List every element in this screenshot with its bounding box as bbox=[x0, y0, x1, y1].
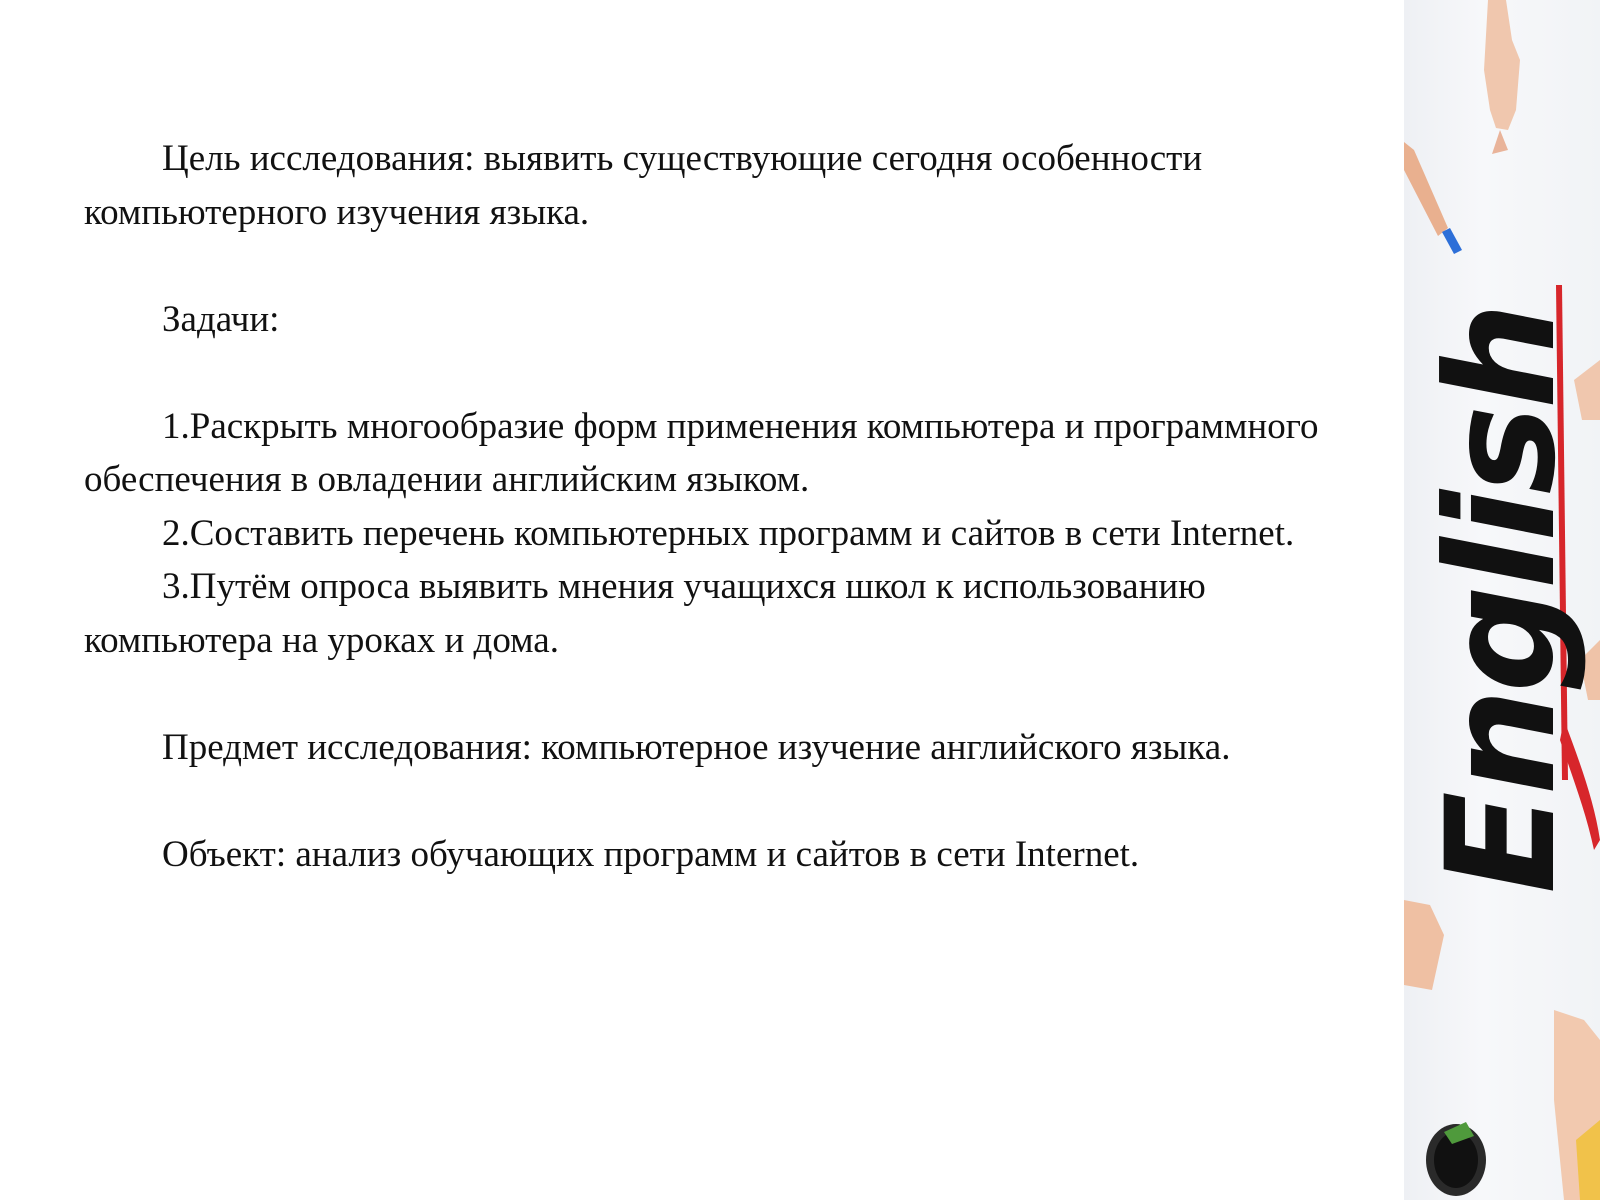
hand-bottom-left-illustration bbox=[1404, 900, 1444, 990]
english-word-lettering: English bbox=[1415, 306, 1589, 894]
spacer bbox=[84, 346, 1324, 400]
task-item: 1.Раскрыть многообразие форм применения компьютера и программного обеспечения в овладении английским языком. bbox=[84, 405, 1319, 500]
research-subject: Предмет исследования: компьютерное изучение английского языка. bbox=[162, 726, 1231, 768]
hand-top-illustration bbox=[1484, 0, 1520, 154]
research-object: Объект: анализ обучающих программ и сайтов в сети Internet. bbox=[162, 833, 1140, 875]
task-item: 2.Составить перечень компьютерных программ и сайтов в сети Internet. bbox=[162, 512, 1295, 554]
hand-bottom-right-illustration bbox=[1554, 1010, 1600, 1200]
spacer bbox=[84, 667, 1324, 721]
task-item: 3.Путём опроса выявить мнения учащихся школ к использованию компьютера на уроках и дома. bbox=[84, 566, 1206, 661]
spacer bbox=[84, 239, 1324, 293]
tasks-heading: Задачи: bbox=[162, 298, 280, 340]
research-goal: Цель исследования: выявить существующие сегодня особенности компьютерного изучения языка. bbox=[84, 138, 1203, 233]
coffee-cup-illustration bbox=[1426, 1122, 1486, 1196]
slide-body-text bbox=[84, 132, 1324, 881]
english-decorative-image bbox=[1404, 0, 1600, 1200]
spacer bbox=[84, 774, 1324, 828]
pencil-left-illustration bbox=[1404, 142, 1462, 254]
